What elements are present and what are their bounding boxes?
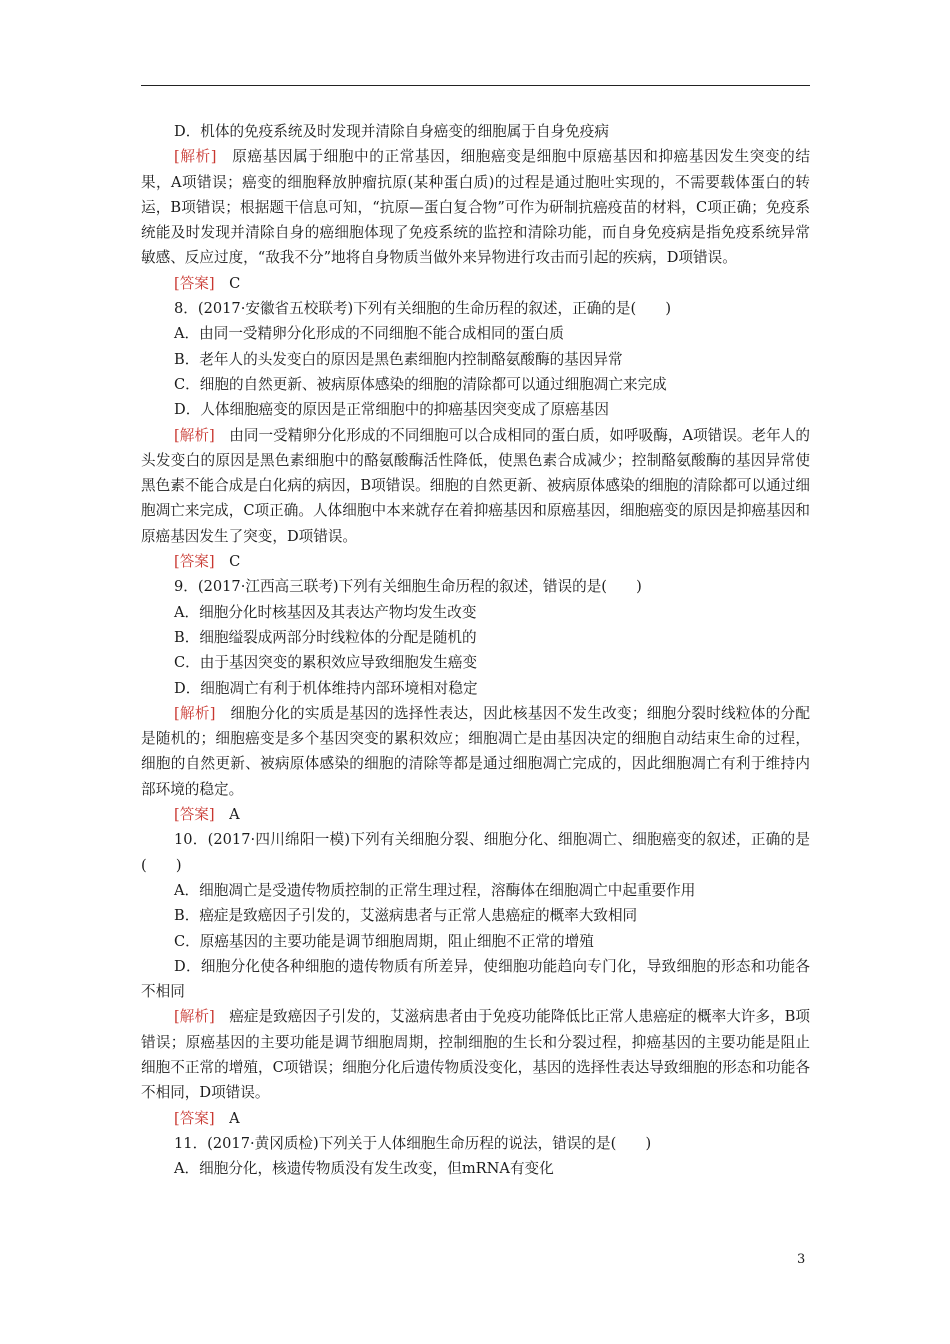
section-tag: [解析] (174, 1008, 215, 1026)
paragraph (141, 954, 810, 1005)
paragraph-text: 11．(2017·黄冈质检)下列关于人体细胞生命历程的说法，错误的是( ) (174, 1134, 652, 1152)
paragraph-text: B．老年人的头发变白的原因是黑色素细胞内控制酪氨酸酶的基因异常 (174, 350, 623, 368)
section-tag: [解析] (174, 148, 217, 166)
paragraph-text: 细胞分化的实质是基因的选择性表达，因此核基因不发生改变；细胞分裂时线粒体的分配是随机的；细胞癌变是多个基因突变的累积效应；细胞凋亡是由基因决定的细胞自动结束生命的过程，细胞的自然更新、被病原体感染的细胞的清除等都是通过细胞凋亡完成的，因此细胞凋亡有利于维持内部环境的稳定。 (141, 704, 810, 798)
paragraph-text: A (214, 806, 240, 824)
section-tag: [答案] (174, 1109, 215, 1127)
paragraph (141, 802, 810, 827)
section-tag: [解析] (174, 426, 215, 444)
paragraph (141, 296, 810, 321)
paragraph (141, 119, 810, 144)
paragraph (141, 397, 810, 422)
paragraph-text: D．人体细胞癌变的原因是正常细胞中的抑癌基因突变成了原癌基因 (174, 401, 609, 419)
paragraph (141, 676, 810, 701)
paragraph-text: A．细胞分化，核遗传物质没有发生改变，但mRNA有变化 (174, 1160, 554, 1178)
paragraph-text: 癌症是致癌因子引发的，艾滋病患者由于免疫功能降低比正常人患癌症的概率大许多，B项错误；原癌基因的主要功能是调节细胞周期，控制细胞的生长和分裂过程，抑癌基因的主要功能是阻止细胞不正常的增殖，C项错误；细胞分化后遗传物质没变化，基因的选择性表达导致细胞的形态和功能各不相同，D项错误。 (141, 1008, 810, 1102)
paragraph (141, 600, 810, 625)
page-number: 3 (797, 1252, 806, 1267)
paragraph-text: A (214, 1109, 240, 1127)
paragraph-text: C．原癌基因的主要功能是调节细胞周期，阻止细胞不正常的增殖 (174, 932, 594, 950)
paragraph-text: 8．(2017·安徽省五校联考)下列有关细胞的生命历程的叙述，正确的是( ) (174, 300, 672, 318)
paragraph (141, 929, 810, 954)
paragraph (141, 1131, 810, 1156)
paragraph-text: B．细胞缢裂成两部分时线粒体的分配是随机的 (174, 628, 477, 646)
paragraph-text: D．细胞分化使各种细胞的遗传物质有所差异，使细胞功能趋向专门化，导致细胞的形态和功能各不相同 (141, 957, 810, 1001)
paragraph (141, 878, 810, 903)
paragraph-text: A．细胞凋亡是受遗传物质控制的正常生理过程，溶酶体在细胞凋亡中起重要作用 (174, 881, 696, 899)
paragraph-text: C．由于基因突变的累积效应导致细胞发生癌变 (174, 654, 478, 672)
header-rule (141, 85, 810, 86)
paragraph (141, 144, 810, 270)
paragraph (141, 1156, 810, 1181)
paragraph (141, 625, 810, 650)
section-tag: [解析] (174, 704, 216, 722)
paragraph-text: B．癌症是致癌因子引发的，艾滋病患者与正常人患癌症的概率大致相同 (174, 907, 638, 925)
paragraph-text: A．由同一受精卵分化形成的不同细胞不能合成相同的蛋白质 (174, 325, 564, 343)
paragraph-text: A．细胞分化时核基因及其表达产物均发生改变 (174, 603, 477, 621)
paragraph (141, 347, 810, 372)
paragraph (141, 1004, 810, 1105)
paragraph (141, 1106, 810, 1131)
paragraph-text: C (214, 274, 241, 292)
section-tag: [答案] (174, 274, 215, 292)
paragraph (141, 549, 810, 574)
section-tag: [答案] (174, 806, 215, 824)
section-tag: [答案] (174, 553, 215, 571)
paragraph (141, 321, 810, 346)
paragraph (141, 701, 810, 802)
paragraph-text: D．机体的免疫系统及时发现并清除自身癌变的细胞属于自身免疫病 (174, 123, 609, 140)
paragraph (141, 423, 810, 549)
paragraph-text: 10．(2017·四川绵阳一模)下列有关细胞分裂、细胞分化、细胞凋亡、细胞癌变的叙述，正确的是( ) (141, 831, 810, 874)
paragraph-text: 原癌基因属于细胞中的正常基因，细胞癌变是细胞中原癌基因和抑癌基因发生突变的结果，A项错误；癌变的细胞释放肿瘤抗原(某种蛋白质)的过程是通过胞吐实现的，不需要载体蛋白的转运，B项错误；根据题干信息可知，“抗原—蛋白复合物”可作为研制抗癌疫苗的材料，C项正确；免疫系统能及时发现并清除自身的癌细胞体现了免疫系统的监控和清除功能，而自身免疫病是指免疫系统异常敏感、反应过度，“敌我不分”地将自身物质当做外来异物进行攻击而引起的疾病，D项错误。 (141, 148, 810, 267)
paragraph (141, 271, 810, 296)
paragraph (141, 903, 810, 928)
paragraph (141, 827, 810, 878)
paragraph (141, 574, 810, 599)
paragraph-text: C (214, 553, 241, 571)
page-content (141, 119, 810, 1181)
paragraph-text: 9．(2017·江西高三联考)下列有关细胞生命历程的叙述，错误的是( ) (174, 578, 642, 596)
paragraph-text: C．细胞的自然更新、被病原体感染的细胞的清除都可以通过细胞凋亡来完成 (174, 375, 667, 393)
paragraph (141, 372, 810, 397)
paragraph-text: D．细胞凋亡有利于机体维持内部环境相对稳定 (174, 679, 478, 697)
paragraph-text: 由同一受精卵分化形成的不同细胞可以合成相同的蛋白质，如呼吸酶，A项错误。老年人的头发变白的原因是黑色素细胞中的酪氨酸酶活性降低，使黑色素合成减少；控制酪氨酸酶的基因异常使黑色素不能合成是白化病的病因，B项错误。细胞的自然更新、被病原体感染的细胞的清除都可以通过细胞凋亡来完成，C项正确。人体细胞中本来就存在着抑癌基因和原癌基因，细胞癌变的原因是抑癌基因和原癌基因发生了突变，D项错误。 (141, 426, 810, 545)
paragraph (141, 650, 810, 675)
